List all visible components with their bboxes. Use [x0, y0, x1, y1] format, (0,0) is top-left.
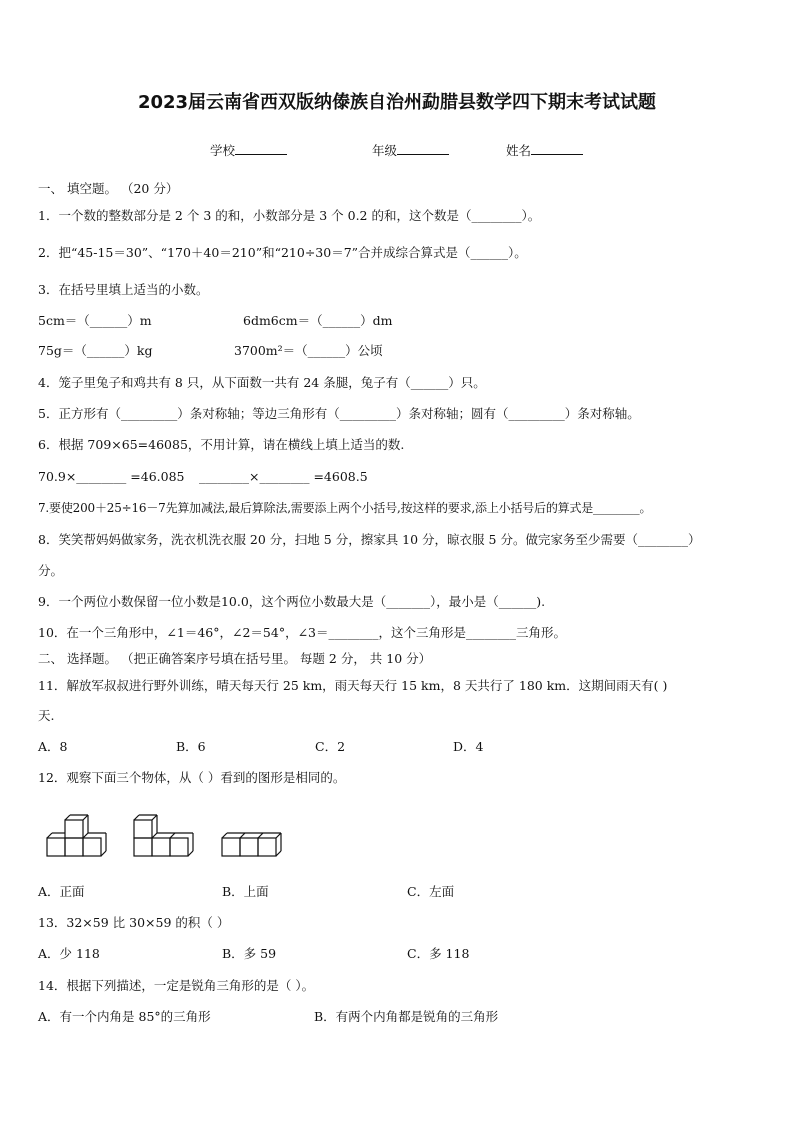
q12-option-c: C．左面 [407, 884, 455, 899]
cube-figure-1 [45, 812, 107, 860]
question-11-cont: 天. [38, 708, 55, 723]
section-heading-fill-in: 一、 填空题。 （20 分） [38, 181, 179, 196]
q14-option-b: B．有两个内角都是锐角的三角形 [314, 1009, 499, 1024]
question-14: 14．根据下列描述，一定是锐角三角形的是（ ）。 [38, 978, 315, 993]
q11-option-b: B．6 [176, 739, 206, 754]
question-6b: ________×________ =4608.5 [199, 469, 368, 484]
q13-option-a: A．少 118 [38, 946, 100, 961]
name-blank [531, 142, 583, 155]
question-9: 9．一个两位小数保留一位小数是10.0，这个两位小数最大是（_______），最小是（______). [38, 594, 546, 609]
q12-option-a: A．正面 [38, 884, 85, 899]
question-2: 2．把“45-15＝30”、“170＋40＝210”和“210÷30＝7”合并成综合算式是（______）。 [38, 245, 527, 260]
cube-figure-2 [132, 812, 194, 860]
section-heading-choice: 二、 选择题。 （把正确答案序号填在括号里。 每题 2 分， 共 10 分） [38, 651, 432, 666]
q12-option-b: B．上面 [222, 884, 269, 899]
grade-label: 年级 [372, 143, 398, 158]
question-3: 3．在括号里填上适当的小数。 [38, 282, 209, 297]
question-3a: 5cm＝（______）m [38, 313, 152, 328]
question-12: 12．观察下面三个物体，从（ ）看到的图形是相同的。 [38, 770, 346, 785]
question-3b: 6dm6cm＝（______）dm [243, 313, 393, 328]
cube-figure-3 [218, 812, 282, 860]
question-8-cont: 分。 [38, 563, 64, 578]
q14-option-a: A．有一个内角是 85°的三角形 [38, 1009, 211, 1024]
grade-field [372, 141, 449, 159]
school-label: 学校 [210, 143, 236, 158]
question-7: 7.要使200＋25÷16－7先算加减法,最后算除法,需要添上两个小括号,按这样的要求,添上小括号后的算式是________。 [38, 501, 652, 515]
q11-option-a: A．8 [38, 739, 68, 754]
question-6: 6．根据 709×65=46085，不用计算，请在横线上填上适当的数. [38, 437, 405, 452]
question-8: 8．笑笑帮妈妈做家务，洗衣机洗衣服 20 分，扫地 5 分，擦家具 10 分，晾衣服 5 分。做完家务至少需要（________） [38, 532, 701, 547]
q11-option-c: C．2 [315, 739, 346, 754]
question-5: 5．正方形有（_________）条对称轴；等边三角形有（_________）条对称轴；圆有（_________）条对称轴。 [38, 406, 640, 421]
name-label: 姓名 [506, 143, 532, 158]
question-11: 11．解放军叔叔进行野外训练，晴天每天行 25 km，雨天每天行 15 km，8 天共行了 180 km．这期间雨天有( ) [38, 678, 668, 693]
question-3c: 75g＝（______）kg [38, 343, 153, 358]
question-3d: 3700m²＝（______）公顷 [234, 343, 383, 358]
school-blank [235, 142, 287, 155]
name-field [506, 141, 583, 159]
question-10: 10．在一个三角形中，∠1＝46°，∠2＝54°，∠3＝________，这个三角形是________三角形。 [38, 625, 566, 640]
question-4: 4．笼子里兔子和鸡共有 8 只，从下面数一共有 24 条腿，兔子有（______）只。 [38, 375, 486, 390]
q11-option-d: D．4 [453, 739, 484, 754]
school-field [210, 141, 287, 159]
q13-option-b: B．多 59 [222, 946, 277, 961]
page-title: 2023届云南省西双版纳傣族自治州勐腊县数学四下期末考试试题 [137, 92, 657, 113]
question-13: 13．32×59 比 30×59 的积（ ） [38, 915, 230, 930]
grade-blank [397, 142, 449, 155]
question-1: 1．一个数的整数部分是 2 个 3 的和，小数部分是 3 个 0.2 的和，这个数是（________）。 [38, 208, 541, 223]
question-6a: 70.9×________ =46.085 [38, 469, 185, 484]
q13-option-c: C．多 118 [407, 946, 470, 961]
